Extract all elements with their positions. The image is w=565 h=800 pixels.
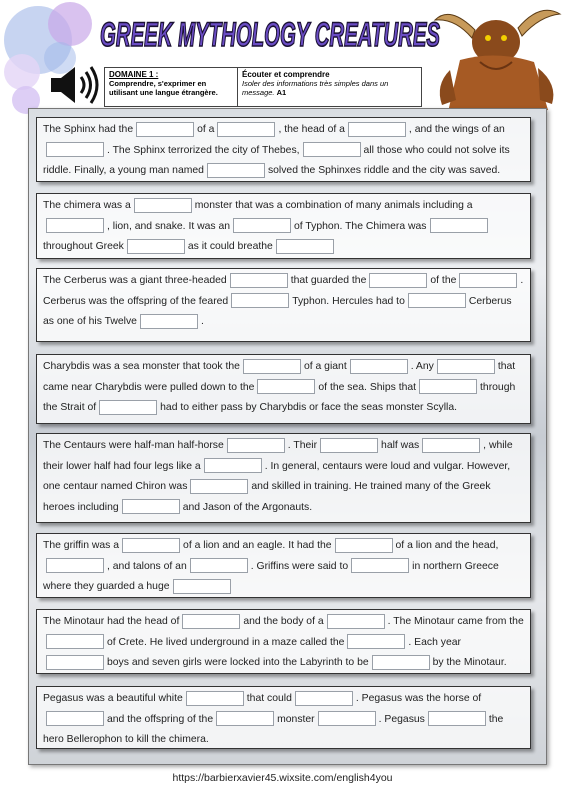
- paragraph-text: monster: [277, 713, 315, 725]
- objective-level: A1: [276, 88, 287, 97]
- answer-blank[interactable]: [99, 400, 157, 415]
- paragraph-text: had to either pass by Charybdis or face the seas monster Scylla.: [160, 402, 457, 413]
- paragraph-text: The Sphinx had the: [43, 124, 134, 135]
- answer-blank[interactable]: [136, 122, 194, 137]
- answer-blank[interactable]: [46, 142, 104, 157]
- paragraph-text: as it could breathe: [187, 241, 273, 252]
- paragraph-cerberus: [36, 268, 531, 342]
- paragraph-text: that guarded the: [290, 275, 367, 286]
- paragraph-text: , and talons of an: [107, 560, 187, 572]
- answer-blank[interactable]: [318, 711, 376, 726]
- answer-blank[interactable]: [320, 438, 378, 453]
- paragraph-text: . Any: [410, 361, 434, 372]
- answer-blank[interactable]: [46, 634, 104, 649]
- answer-blank[interactable]: [233, 218, 291, 233]
- answer-blank[interactable]: [459, 273, 517, 288]
- answer-blank[interactable]: [46, 655, 104, 670]
- paragraph-text: of Crete. He lived underground in a maze called the: [107, 636, 345, 648]
- answer-blank[interactable]: [347, 634, 405, 649]
- footer-url[interactable]: https://barbierxavier45.wixsite.com/english4you: [172, 772, 393, 784]
- answer-blank[interactable]: [134, 198, 192, 213]
- answer-blank[interactable]: [217, 122, 275, 137]
- paragraph-text: , the head of a: [278, 124, 345, 135]
- answer-blank[interactable]: [350, 359, 408, 374]
- paragraph-text: . The Sphinx terrorized the city of Thebes,: [107, 144, 300, 156]
- paragraph-text: Cerberus as one of his Twelve: [43, 295, 512, 327]
- paragraph-text: The Minotaur had the head of: [43, 616, 180, 627]
- answer-blank[interactable]: [190, 479, 248, 494]
- paragraph-griffin: [36, 533, 531, 598]
- answer-blank[interactable]: [216, 711, 274, 726]
- paragraph-text: Typhon. Hercules had to: [292, 295, 405, 307]
- paragraph-text: that could: [246, 693, 292, 704]
- answer-blank[interactable]: [408, 293, 466, 308]
- answer-blank[interactable]: [295, 691, 353, 706]
- speaker-icon[interactable]: [45, 62, 105, 108]
- answer-blank[interactable]: [186, 691, 244, 706]
- paragraph-pegasus: [36, 686, 531, 749]
- page-title: [90, 4, 450, 64]
- paragraph-text: Pegasus was a beautiful white: [43, 693, 183, 704]
- paragraph-text: . Pegasus: [378, 713, 425, 725]
- answer-blank[interactable]: [327, 614, 385, 629]
- objective-heading: Écouter et comprendre: [242, 70, 330, 79]
- paragraph-text: the hero Bellerophon to kill the chimera.: [43, 713, 504, 745]
- objective-text: Isoler des informations très simples dans un message. A1: [242, 79, 389, 97]
- paragraph-text: throughout Greek: [43, 241, 124, 252]
- answer-blank[interactable]: [127, 239, 185, 254]
- paragraph-text: of the sea. Ships that: [318, 381, 417, 393]
- answer-blank[interactable]: [257, 379, 315, 394]
- answer-blank[interactable]: [372, 655, 430, 670]
- paragraph-text: and Jason of the Argonauts.: [182, 501, 313, 513]
- paragraph-text: The Centaurs were half-man half-horse: [43, 440, 224, 451]
- domain-table: [104, 67, 422, 107]
- paragraph-text: The Cerberus was a giant three-headed: [43, 275, 227, 286]
- paragraph-text: and skilled in training. He trained many of the Greek heroes including: [43, 481, 491, 513]
- paragraph-text: that came near Charybdis were pulled down to the: [43, 361, 516, 393]
- paragraph-sphinx: [36, 117, 531, 182]
- paragraph-text: all those who could not solve its riddle. Finally, a young man named: [43, 144, 510, 176]
- paragraph-text: through the Strait of: [43, 381, 516, 413]
- answer-blank[interactable]: [437, 359, 495, 374]
- paragraph-text: of a giant: [303, 361, 347, 372]
- answer-blank[interactable]: [182, 614, 240, 629]
- answer-blank[interactable]: [46, 558, 104, 573]
- answer-blank[interactable]: [351, 558, 409, 573]
- paragraph-text: .: [200, 316, 204, 327]
- minotaur-illustration: [430, 0, 565, 118]
- paragraph-text: , while their lower half had four legs like a: [43, 440, 513, 472]
- paragraph-text: , lion, and snake. It was an: [107, 220, 231, 232]
- answer-blank[interactable]: [243, 359, 301, 374]
- answer-blank[interactable]: [335, 538, 393, 553]
- paragraph-text: . Griffins were said to: [250, 560, 349, 572]
- paragraph-text: of a lion and the head,: [395, 540, 499, 551]
- paragraph-text: half was: [381, 440, 420, 451]
- answer-blank[interactable]: [140, 314, 198, 329]
- answer-blank[interactable]: [204, 458, 262, 473]
- paragraph-text: solved the Sphinxes riddle and the city was saved.: [267, 165, 501, 176]
- answer-blank[interactable]: [430, 218, 488, 233]
- paragraph-text: in northern Greece where they guarded a huge: [43, 560, 499, 592]
- answer-blank[interactable]: [348, 122, 406, 137]
- answer-blank[interactable]: [207, 163, 265, 178]
- answer-blank[interactable]: [231, 293, 289, 308]
- paragraph-text: of a lion and an eagle. It had the: [183, 540, 332, 551]
- answer-blank[interactable]: [422, 438, 480, 453]
- paragraph-text: . In general, centaurs were loud and vulgar. However, one centaur named Chiron was: [43, 460, 511, 492]
- paragraph-text: and the offspring of the: [107, 713, 214, 725]
- paragraph-text: boys and seven girls were locked into the Labyrinth to be: [107, 657, 369, 668]
- paragraph-text: , and the wings of an: [408, 124, 505, 135]
- paragraph-text: . Pegasus was the horse of: [355, 693, 482, 704]
- answer-blank[interactable]: [122, 499, 180, 514]
- domain-heading: DOMAINE 1 :: [109, 70, 159, 79]
- svg-text:GREEK MYTHOLOGY CREATURES: GREEK MYTHOLOGY CREATURES: [100, 16, 441, 54]
- paragraph-minotaur: [36, 609, 531, 674]
- paragraph-text: . Cerberus was the offspring of the feared: [43, 275, 524, 307]
- paragraph-text: by the Minotaur.: [432, 657, 507, 668]
- paragraph-chimera: [36, 193, 531, 259]
- paragraph-centaurs: [36, 433, 531, 523]
- paragraph-text: of Typhon. The Chimera was: [294, 220, 427, 232]
- answer-blank[interactable]: [190, 558, 248, 573]
- paragraph-text: of the: [430, 275, 457, 286]
- answer-blank[interactable]: [230, 273, 288, 288]
- paragraph-text: . The Minotaur came from the: [387, 616, 524, 627]
- answer-blank[interactable]: [227, 438, 285, 453]
- paragraph-text: Charybdis was a sea monster that took the: [43, 361, 240, 372]
- paragraph-text: The chimera was a: [43, 200, 131, 211]
- paragraph-text: The griffin was a: [43, 540, 120, 551]
- domain-cell: [105, 68, 238, 106]
- answer-blank[interactable]: [173, 579, 231, 594]
- answer-blank[interactable]: [419, 379, 477, 394]
- paragraph-text: . Each year: [408, 636, 461, 648]
- paragraph-text: monster that was a combination of many animals including a: [194, 200, 473, 211]
- answer-blank[interactable]: [122, 538, 180, 553]
- answer-blank[interactable]: [303, 142, 361, 157]
- paragraph-text: . Their: [287, 440, 318, 451]
- answer-blank[interactable]: [428, 711, 486, 726]
- paragraph-text: of a: [197, 124, 215, 135]
- answer-blank[interactable]: [46, 711, 104, 726]
- domain-text: Comprendre, s'exprimer en utilisant une langue étrangère.: [109, 79, 218, 97]
- objective-cell: [238, 68, 421, 106]
- answer-blank[interactable]: [276, 239, 334, 254]
- paragraph-text: and the body of a: [243, 616, 324, 627]
- answer-blank[interactable]: [46, 218, 104, 233]
- paragraph-charybdis: [36, 354, 531, 424]
- answer-blank[interactable]: [369, 273, 427, 288]
